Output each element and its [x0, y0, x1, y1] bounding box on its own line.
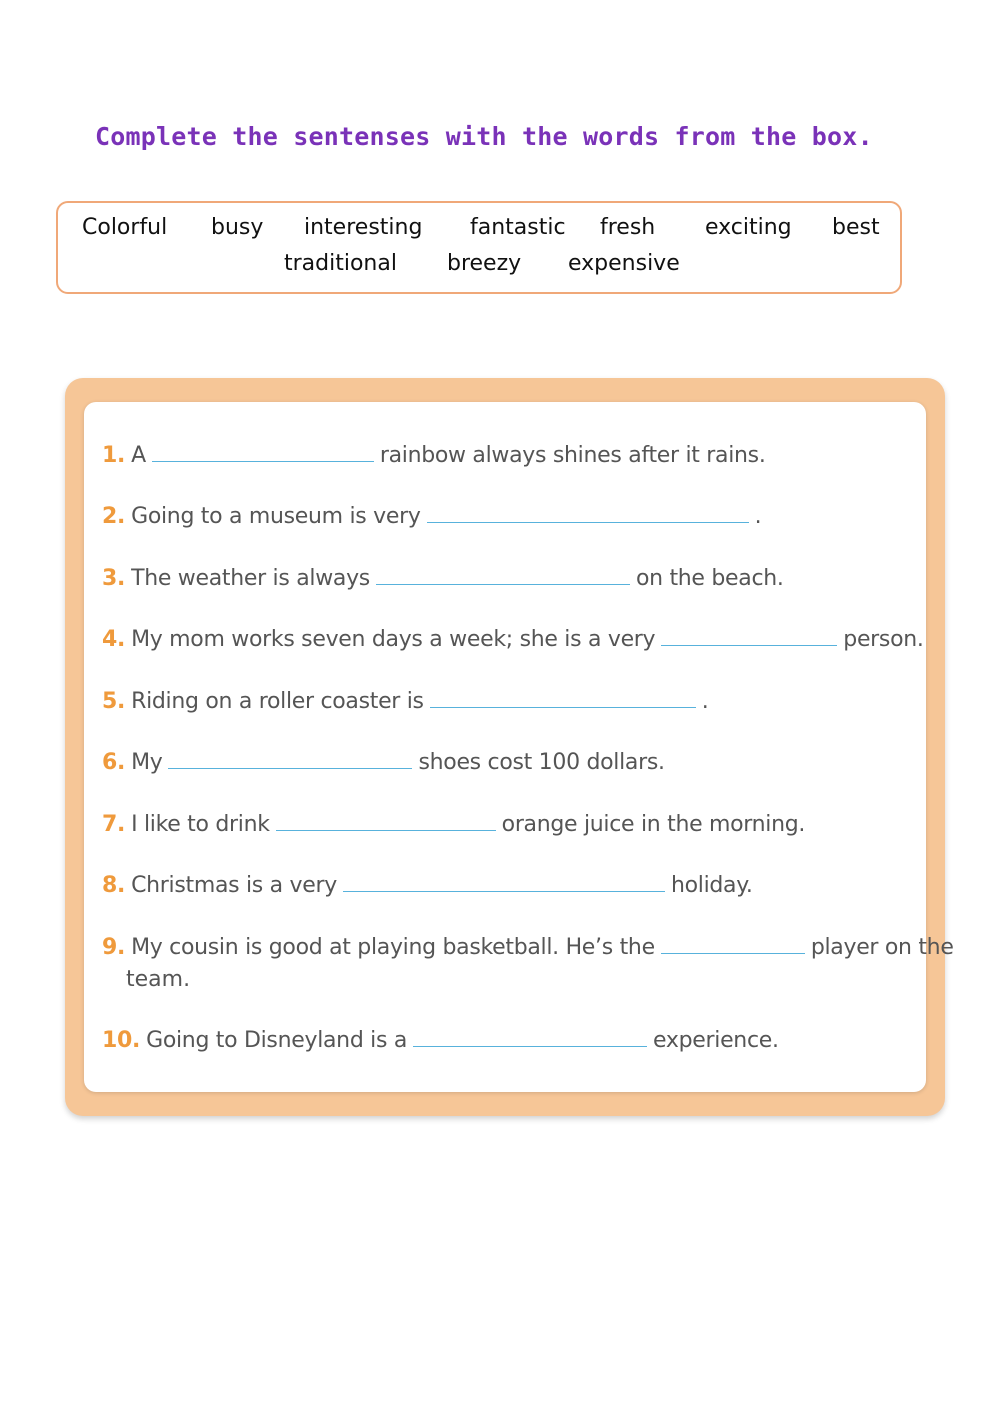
- word-box: [56, 201, 902, 294]
- answer-blank-7[interactable]: [276, 814, 496, 831]
- sentence-text-before: Christmas is a very: [131, 873, 337, 898]
- answer-blank-9[interactable]: [661, 937, 805, 954]
- sentence-number: 5.: [102, 689, 126, 714]
- sentence-text-before: A: [131, 443, 146, 468]
- answer-blank-1[interactable]: [152, 445, 374, 462]
- sentence-text-before: I like to drink: [131, 812, 270, 837]
- word-best: best: [832, 215, 880, 240]
- word-interesting: interesting: [304, 215, 423, 240]
- sentence-8: [102, 873, 753, 898]
- word-traditional: traditional: [284, 251, 397, 276]
- sentence-text-after: experience.: [653, 1028, 779, 1053]
- answer-blank-4[interactable]: [661, 629, 837, 646]
- sentence-text-after: person.: [843, 627, 924, 652]
- sentence-text-before: My cousin is good at playing basketball. He’s the: [131, 935, 655, 960]
- word-expensive: expensive: [568, 251, 680, 276]
- sentence-number: 4.: [102, 627, 126, 652]
- sentence-10: [102, 1028, 779, 1053]
- word-breezy: breezy: [447, 251, 522, 276]
- answer-blank-5[interactable]: [430, 691, 696, 708]
- word-exciting: exciting: [705, 215, 792, 240]
- sentence-4: [102, 627, 924, 652]
- sentence-text-after: holiday.: [670, 873, 753, 898]
- instruction-title: Complete the sentenses with the words from the box.: [95, 122, 873, 151]
- sentence-5: [102, 689, 708, 714]
- answer-blank-8[interactable]: [343, 875, 665, 892]
- word-fantastic: fantastic: [470, 215, 566, 240]
- sentence-number: 10.: [102, 1028, 141, 1053]
- answer-blank-3[interactable]: [376, 568, 630, 585]
- sentence-number: 1.: [102, 443, 126, 468]
- sentence-9-continuation: team.: [126, 967, 191, 992]
- sentence-2: [102, 504, 761, 529]
- sentence-1: [102, 443, 766, 468]
- sentence-number: 6.: [102, 750, 126, 775]
- sentence-6: [102, 750, 665, 775]
- sentence-number: 2.: [102, 504, 126, 529]
- word-fresh: fresh: [600, 215, 656, 240]
- sentence-text-after: rainbow always shines after it rains.: [379, 443, 766, 468]
- sentence-number: 7.: [102, 812, 126, 837]
- sentence-text-after: orange juice in the morning.: [501, 812, 806, 837]
- sentence-text-after: .: [754, 504, 762, 529]
- answer-blank-2[interactable]: [427, 506, 749, 523]
- sentence-text-after: .: [701, 689, 709, 714]
- sentence-text-before: Going to Disneyland is a: [146, 1028, 408, 1053]
- word-colorful: Colorful: [82, 215, 168, 240]
- sentence-text-before: Going to a museum is very: [131, 504, 421, 529]
- sentence-text-before: Riding on a roller coaster is: [131, 689, 424, 714]
- sentence-text-before: My mom works seven days a week; she is a very: [131, 627, 656, 652]
- answer-blank-6[interactable]: [168, 752, 412, 769]
- sentence-7: [102, 812, 805, 837]
- sentence-9: [102, 935, 954, 960]
- sentence-number: 3.: [102, 566, 126, 591]
- sentence-text-after: shoes cost 100 dollars.: [418, 750, 665, 775]
- answer-blank-10[interactable]: [413, 1030, 647, 1047]
- word-busy: busy: [211, 215, 264, 240]
- sentence-number: 8.: [102, 873, 126, 898]
- sentence-text-before: My: [131, 750, 163, 775]
- sentence-3: [102, 566, 784, 591]
- sentence-number: 9.: [102, 935, 126, 960]
- sentence-text-before: The weather is always: [131, 566, 370, 591]
- sentence-text-after: player on the: [810, 935, 954, 960]
- sentence-text-after: on the beach.: [635, 566, 784, 591]
